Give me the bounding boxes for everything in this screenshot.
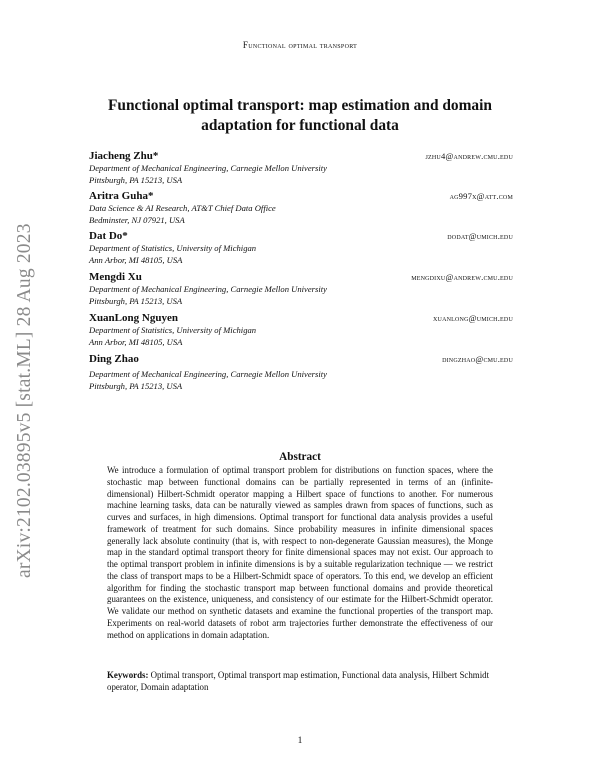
author-address: Bedminster, NJ 07921, USA — [89, 214, 185, 225]
author-name: Ding Zhao — [89, 353, 139, 365]
author-address: Ann Arbor, MI 48105, USA — [89, 336, 183, 347]
author-block — [89, 229, 513, 266]
author-address: Pittsburgh, PA 15213, USA — [89, 380, 183, 391]
author-email: mengdixu@andrew.cmu.edu — [411, 272, 513, 282]
author-block — [89, 189, 513, 226]
author-name: Dat Do* — [89, 230, 128, 242]
author-affiliation: Department of Mechanical Engineering, Carnegie Mellon University — [89, 369, 327, 379]
author-block — [89, 311, 513, 348]
author-email: ag997x@att.com — [449, 191, 513, 201]
paper-title: Functional optimal transport: map estimation and domain adaptation for functional data — [108, 97, 492, 134]
author-email: dingzhao@cmu.edu — [442, 354, 513, 364]
author-name: Mengdi Xu — [89, 271, 142, 283]
author-affiliation: Department of Statistics, University of Michigan — [89, 243, 257, 253]
author-address: Ann Arbor, MI 48105, USA — [89, 254, 183, 265]
author-affiliation: Department of Mechanical Engineering, Carnegie Mellon University — [89, 163, 327, 173]
author-address: Pittsburgh, PA 15213, USA — [89, 174, 183, 185]
abstract-body: We introduce a formulation of optimal transport problem for distributions on function spaces, where the stochastic map between functional domains can be partially represented in terms of an (infinite-dimensional) Hilbert-Schmidt operator mapping a Hilbert space of functions to another. For numerous machine learning tasks, data can be naturally viewed as samples drawn from spaces of functions, such as curves and surfaces, in high dimensions. Optimal transport for functional data analysis provides a useful framework of treatment for such domains. Since probability measures in infinite dimensional spaces generally lack absolute continuity (that is, with respect to non-degenerate Gaussian measures), the Monge map in the standard optimal transport theory for finite dimensional spaces may not exist. Our approach to the optimal transport problem in infinite dimensions is by a suitable regularization technique — we restrict the class of transport maps to be a Hilbert-Schmidt space of operators. To this end, we develop an efficient algorithm for finding the stochastic transport map between functional domains and provide theoretical guarantees on the existence, uniqueness, and consistency of our estimate for the Hilbert-Schmidt operator. We validate our method on synthetic datasets and examine the functional properties of the transport map. Experiments on real-world datasets of robot arm trajectories further demonstrate the effectiveness of our method on applications in domain adaptation. — [107, 465, 493, 640]
author-address: Pittsburgh, PA 15213, USA — [89, 295, 183, 306]
keywords-list: Optimal transport, Optimal transport map estimation, Functional data analysis, Hilbert Schmidt operator, Domain adaptation — [107, 670, 490, 692]
author-affiliation: Department of Mechanical Engineering, Carnegie Mellon University — [89, 284, 327, 294]
arxiv-stamp: arXiv:2102.03895v5 [stat.ML] 28 Aug 2023 — [14, 223, 35, 578]
author-email: xuanlong@umich.edu — [433, 313, 513, 323]
author-name: Jiacheng Zhu* — [89, 150, 159, 162]
author-name: XuanLong Nguyen — [89, 312, 178, 324]
author-block — [89, 270, 513, 307]
page-number: 1 — [297, 736, 303, 746]
author-name: Aritra Guha* — [89, 190, 154, 202]
keywords-label: Keywords: — [107, 670, 149, 680]
author-affiliation: Data Science & AI Research, AT&T Chief Data Office — [89, 203, 276, 213]
author-affiliation: Department of Statistics, University of Michigan — [89, 325, 257, 335]
abstract-heading: Abstract — [279, 451, 321, 463]
keywords — [107, 670, 493, 694]
author-block — [89, 149, 513, 186]
author-email: jzhu4@andrew.cmu.edu — [425, 151, 513, 161]
author-block — [89, 352, 513, 392]
author-email: dodat@umich.edu — [447, 231, 513, 241]
running-head: Functional optimal transport — [242, 40, 358, 50]
